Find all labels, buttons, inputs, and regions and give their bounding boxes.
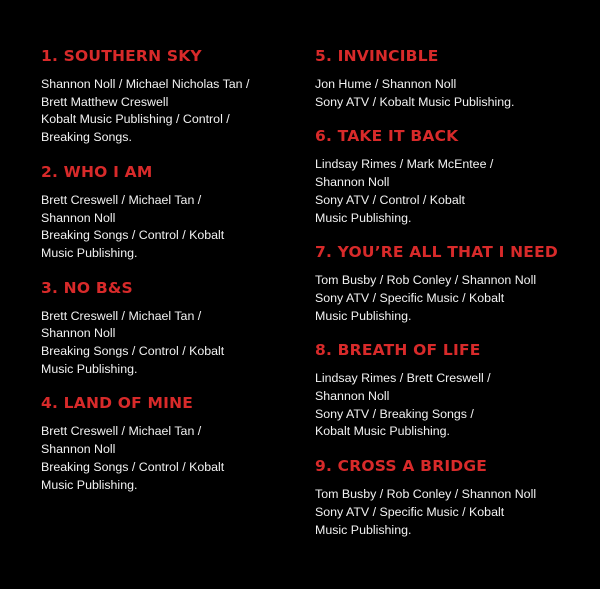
- credit-line: Shannon Noll: [41, 326, 116, 341]
- credit-line: Brett Creswell / Michael Tan /: [41, 424, 202, 439]
- credit-line: Sony ATV / Kobalt Music Publishing.: [315, 94, 515, 109]
- credit-line: Breaking Songs / Control / Kobalt: [41, 228, 225, 243]
- credit-line: Brett Creswell / Michael Tan /: [41, 308, 202, 323]
- credit-line: Lindsay Rimes / Mark McEntee /: [315, 157, 494, 172]
- credit-line: Sony ATV / Specific Music / Kobalt: [315, 290, 505, 305]
- credit-line: Sony ATV / Specific Music / Kobalt: [315, 504, 505, 519]
- credit-line: Music Publishing.: [315, 522, 412, 537]
- credit-line: Lindsay Rimes / Brett Creswell /: [315, 371, 491, 386]
- credit-line: Breaking Songs.: [41, 130, 132, 145]
- credit-line: Shannon Noll: [315, 175, 390, 190]
- track-credit: [315, 126, 585, 227]
- track-title: 3. NO B&S: [41, 278, 133, 297]
- credit-line: Tom Busby / Rob Conley / Shannon Noll: [315, 273, 537, 288]
- credit-line: Kobalt Music Publishing / Control /: [41, 112, 230, 127]
- credit-line: Jon Hume / Shannon Noll: [315, 77, 457, 91]
- track-credit: [315, 242, 585, 325]
- track-title: 8. BREATH OF LIFE: [315, 341, 481, 360]
- track-title: 4. LAND OF MINE: [41, 394, 194, 413]
- track-title: 6. TAKE IT BACK: [315, 127, 459, 146]
- credit-line: Sony ATV / Breaking Songs /: [315, 406, 474, 421]
- credit-line: Music Publishing.: [41, 477, 138, 492]
- track-credit: [41, 162, 291, 263]
- track-title: 5. INVINCIBLE: [315, 47, 439, 65]
- track-title: 9. CROSS A BRIDGE: [315, 457, 488, 476]
- track-credit: [41, 278, 291, 379]
- credit-line: Breaking Songs / Control / Kobalt: [41, 344, 225, 359]
- credit-line: Kobalt Music Publishing.: [315, 424, 450, 439]
- credit-line: Brett Creswell / Michael Tan /: [41, 192, 202, 207]
- credit-line: Music Publishing.: [41, 245, 138, 260]
- track-credit: [41, 393, 291, 494]
- track-credit: [315, 456, 585, 539]
- track-title: 7. YOU’RE ALL THAT I NEED: [315, 243, 558, 262]
- left-column: [41, 46, 291, 509]
- credit-line: Music Publishing.: [41, 361, 138, 376]
- credit-line: Music Publishing.: [315, 210, 412, 225]
- credit-line: Tom Busby / Rob Conley / Shannon Noll: [315, 487, 537, 502]
- credit-line: Music Publishing.: [315, 308, 412, 323]
- credit-line: Shannon Noll / Michael Nicholas Tan /: [41, 77, 250, 91]
- credit-line: Shannon Noll: [41, 210, 116, 225]
- track-title: 1. SOUTHERN SKY: [41, 47, 202, 65]
- right-column: [315, 46, 585, 554]
- credit-line: Shannon Noll: [315, 389, 390, 404]
- track-credit: [315, 340, 585, 441]
- track-credit: [315, 46, 585, 111]
- track-title: 2. WHO I AM: [41, 162, 153, 181]
- credit-line: Brett Matthew Creswell: [41, 94, 169, 109]
- credit-line: Shannon Noll: [41, 442, 116, 457]
- credit-line: Sony ATV / Control / Kobalt: [315, 192, 465, 207]
- track-credit: [41, 46, 291, 147]
- credit-line: Breaking Songs / Control / Kobalt: [41, 459, 225, 474]
